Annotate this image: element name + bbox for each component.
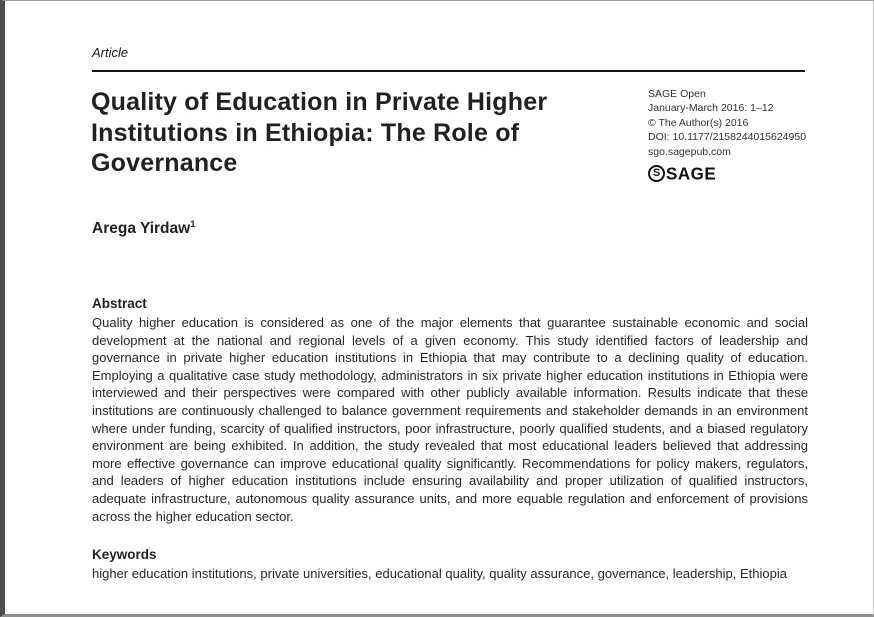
sage-logo-circle-s-icon: S — [648, 165, 665, 182]
sage-publisher-logo — [648, 162, 716, 185]
keywords-heading: Keywords — [92, 547, 157, 562]
author-name: Arega Yirdaw — [92, 220, 191, 237]
sage-logo-wordmark: SAGE — [666, 163, 717, 184]
journal-metadata-block — [648, 87, 858, 185]
journal-copyright-line: © The Author(s) 2016 — [648, 116, 749, 129]
journal-website: sgo.sagepub.com — [648, 145, 731, 158]
header-divider-rule — [92, 70, 805, 72]
abstract-heading: Abstract — [92, 296, 147, 311]
journal-name: SAGE Open — [648, 88, 706, 100]
journal-doi-line: DOI: 10.1177/2158244015624950 — [648, 131, 807, 144]
abstract-text: Quality higher education is considered as one of the major elements that guarantee sustainable economic and social development at the national and regional levels of a given economy. This study identified factors of leadership and governance in private higher education institutions in Ethiopia that may contribute to a declining quality of education. Employing a qualitative case study methodology, administrators in six private higher education institutions in Ethiopia were interviewed and their perspectives were compared with other publicly available information. Results indicate that these institutions are continuously challenged to balance government requirements and stakeholder demands in an environment where under funding, scarcity of qualified instructors, poor infrastructure, poorly qualified students, and a biased regulatory environment are being exhibited. In addition, the study revealed that most educational leaders believed that addressing more effective governance can improve educational quality significantly. Recommendations for policy makers, regulators, and leaders of higher education institutions include ensuring availability and proper utilization of qualified instructors, adequate infrastructure, autonomous quality assurance units, and more equable regulation and enforcement of provisions across the higher education sector. — [92, 315, 808, 524]
author-affiliation-marker: 1 — [190, 218, 196, 230]
paper-title: Quality of Education in Private Higher Institutions in Ethiopia: The Role of Governance — [91, 88, 548, 177]
journal-issue-line: January-March 2016: 1–12 — [648, 102, 774, 115]
keywords-list: higher education institutions, private universities, educational quality, quality assurance, governance, leadership, Ethiopia — [92, 566, 787, 581]
author-byline — [92, 220, 196, 238]
article-section-label: Article — [92, 45, 129, 60]
